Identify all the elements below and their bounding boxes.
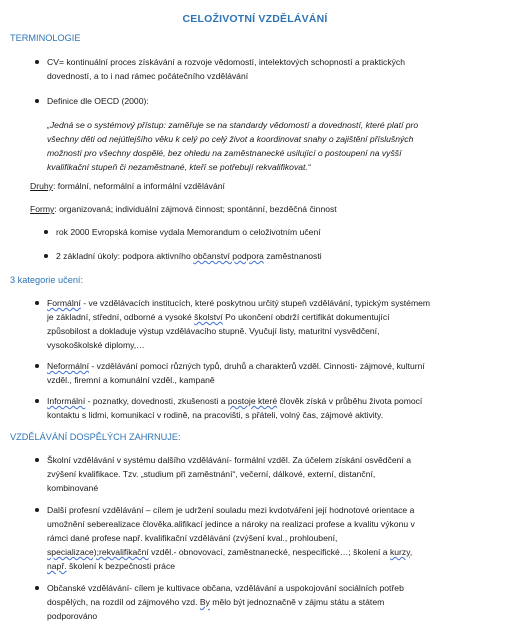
text-line — [47, 394, 495, 408]
tasks-text — [56, 249, 322, 263]
text-run: Po ukončení obdrží certifikát dokumentující — [222, 312, 390, 322]
bullet-icon — [35, 586, 39, 590]
formal-label: Formální — [47, 298, 81, 308]
formal-text — [47, 296, 495, 352]
text-line: vysokoškolské diplomy,… — [47, 340, 145, 350]
text-run: postoje které — [227, 396, 278, 406]
text-run: By — [199, 597, 210, 607]
text-line: kvalifikační stupeň či nezaměstnané, kteří se potřebují rekvalifikovat.“ — [47, 162, 311, 172]
professional-text — [47, 503, 495, 573]
druhy-line — [30, 179, 225, 193]
text-line — [47, 296, 495, 310]
text-run: - ve vzdělávacích institucích, které poskytnou určitý stupeň vzdělávání, typickým systémem — [80, 298, 431, 308]
informal-label: Informální — [47, 396, 86, 406]
text-run: člověk získá v průběhu života pomocí — [277, 396, 423, 406]
text-line — [47, 545, 495, 559]
bullet-icon — [35, 508, 39, 512]
text-line — [47, 559, 495, 573]
text-run: kurzy — [389, 547, 410, 557]
text-run: např. — [47, 561, 67, 571]
page-title: CELOŽIVOTNÍ VZDĚLÁVÁNÍ — [182, 13, 328, 25]
text-run: mělo být jednoznačně v zájmu státu a státem — [209, 597, 385, 607]
text-run: 2 základní úkoly: podpora aktivního — [56, 251, 194, 261]
text-line — [47, 359, 495, 373]
bullet-icon — [35, 399, 39, 403]
formy-label: Formy — [30, 204, 55, 214]
text-line: způsobilost a dokladuje výstup vzdělávacího stupně. Vyučují listy, maturitní vysvědčení, — [47, 326, 380, 336]
oecd-quote — [47, 118, 487, 174]
text-line: kontaktu s lidmi, komunikací v rodině, na pracovišti, s přáteli, volný čas, zájmové aktivity. — [47, 410, 384, 420]
text-run: dospělých, na rozdíl od zájmového vzd. — [47, 597, 200, 607]
bullet-icon — [35, 60, 39, 64]
bullet-icon — [35, 364, 39, 368]
school-text — [47, 453, 495, 495]
nonformal-label: Neformální — [47, 361, 90, 371]
text-run: vzděl.- obnovovací, zaměstnanecké, nespecifické…; školení a — [148, 547, 390, 557]
heading-terminology: TERMINOLOGIE — [10, 33, 81, 43]
text-line: všechny děti od nejútlejšího věku k celý po celý život a koordinovat snahy o zajištění příslušných — [47, 134, 414, 144]
bullet-icon — [35, 99, 39, 103]
text-run: zaměstnanosti — [263, 251, 322, 261]
text-line: dovedností, a to i nad rámec počátečního vzdělávání — [47, 71, 249, 81]
nonformal-text — [47, 359, 495, 387]
text-line: zvýšení kvalifikace. Tzv. „studium při zaměstnání“, večerní, dálkové, externí, distanční, — [47, 469, 376, 479]
text-line: kombinované — [47, 483, 99, 493]
text-run: občanství podpora — [193, 251, 264, 261]
text-run: , — [409, 547, 413, 557]
text-line: vzděl., firemní a komunální vzděl., kampaně — [47, 375, 215, 385]
text-run: - poznatky, dovednosti, zkušenosti a — [85, 396, 228, 406]
bullet-icon — [44, 230, 48, 234]
memorandum-text: rok 2000 Evropská komise vydala Memorandum o celoživotním učení — [56, 227, 321, 237]
bullet-icon — [35, 301, 39, 305]
text-line — [47, 310, 495, 324]
text-run: školení k bezpečnosti práce — [66, 561, 176, 571]
text-line: Školní vzdělávání v systému dalšího vzdělávání- formální vzděl. Za účelem získání osvědčení a — [47, 455, 411, 465]
text-line — [47, 595, 495, 609]
text-line: Další profesní vzdělávání – cílem je udržení souladu mezi kvdotváření její hodnotové orientace a — [47, 505, 415, 515]
formy-line — [30, 202, 337, 216]
text-line: podporováno — [47, 611, 98, 621]
druhy-label: Druhy — [30, 181, 53, 191]
bullet-icon — [35, 458, 39, 462]
text-line: rámci dané profese např. kvalifikační vzdělávání (zvýšení kval., prohloubení, — [47, 533, 338, 543]
heading-adult-education: VZDĚLÁVÁNÍ DOSPĚLÝCH ZAHRNUJE: — [10, 432, 181, 442]
text-line: CV= kontinuální proces získávání a rozvoje vědomostí, intelektových schopností a praktických — [47, 57, 406, 67]
druhy-text: : formální, neformální a informální vzdělávání — [52, 181, 225, 191]
text-line: Občanské vzdělávání- cílem je kultivace občana, vzdělávání a uspokojování sociálních potřeb — [47, 583, 404, 593]
informal-text — [47, 394, 495, 422]
oecd-label: Definice dle OECD (2000): — [47, 96, 149, 106]
formy-text: : organizovaná; individuální zájmová činnost; spontánní, bezděčná činnost — [54, 204, 337, 214]
text-run: školství — [194, 312, 223, 322]
text-line: možností pro všechny dospělé, bez ohledu na zaměstnanecké usilující o postoupení na vyšší — [47, 148, 402, 158]
text-line: „Jedná se o systémový přístup: zaměřuje se na standardy vědomostí a dovedností, které platí pro — [47, 120, 419, 130]
text-run: - vzdělávání pomocí různých typů, druhů a charakterů vzděl. Cinnosti- zájmové, kulturní — [89, 361, 425, 371]
bullet-icon — [44, 254, 48, 258]
text-line: umožnění seberealizace člověka.alifikací jedince a nároky na realizaci profese a kvalitu výkonu v — [47, 519, 415, 529]
text-run: je základní, střední, odborné a vysoké — [47, 312, 195, 322]
text-run: specializace);rekvalifikační — [47, 547, 149, 557]
cv-text — [47, 55, 495, 83]
civic-text — [47, 581, 495, 623]
heading-categories: 3 kategorie učení: — [10, 275, 84, 285]
